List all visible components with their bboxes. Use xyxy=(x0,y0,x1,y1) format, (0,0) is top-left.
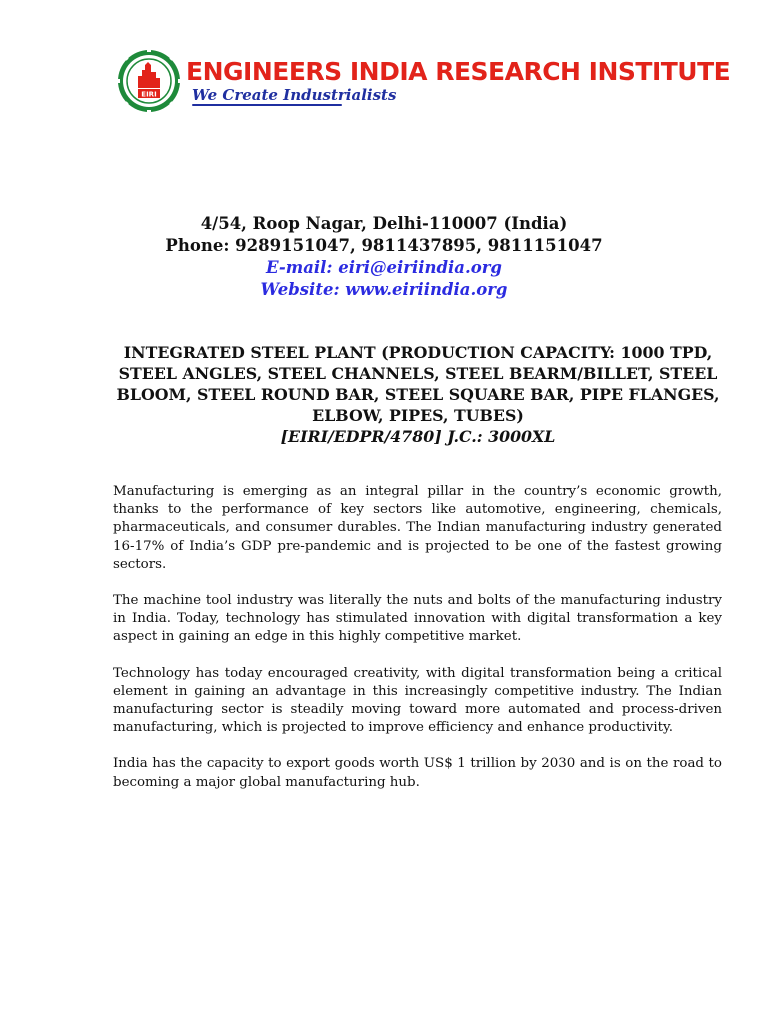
brand-block xyxy=(186,57,730,106)
paragraph: India has the capacity to export goods worth US$ 1 trillion by 2030 and is on the road to becoming a major global manufacturing hub. xyxy=(113,756,722,790)
eiri-seal-logo xyxy=(116,48,182,114)
brand-tagline: We Create Industrialists xyxy=(192,85,397,104)
body-text xyxy=(113,483,722,810)
letterhead xyxy=(116,48,730,114)
tagline-underline xyxy=(192,104,342,106)
email-link[interactable]: E-mail: eiri@eiriindia.org xyxy=(266,258,502,277)
document-title xyxy=(100,342,736,447)
address-line: 4/54, Roop Nagar, Delhi-110007 (India) xyxy=(200,214,568,233)
phone-line: Phone: 9289151047, 9811437895, 9811151047 xyxy=(165,236,603,255)
title-heading: INTEGRATED STEEL PLANT (PRODUCTION CAPACITY: 1000 TPD, STEEL ANGLES, STEEL CHANNELS, STEEL BEARM/BILLET, STEEL BLOOM, STEEL ROUND BAR, STEEL SQUARE BAR, PIPE FLANGES, ELBOW, PIPES, TUBES) xyxy=(116,343,720,425)
paragraph: Manufacturing is emerging as an integral pillar in the country’s economic growth, thanks to the performance of key sectors like automotive, engineering, chemicals, pharmaceuticals, and consumer durables. The Indian manufacturing industry generated 16-17% of India’s GDP pre-pandemic and is projected to be one of the fastest growing sectors. xyxy=(113,484,722,572)
seal-text: EIRI xyxy=(141,90,157,99)
brand-name: ENGINEERS INDIA RESEARCH INSTITUTE xyxy=(186,56,731,86)
paragraph: The machine tool industry was literally the nuts and bolts of the manufacturing industry in India. Today, technology has stimulated innovation with digital transformation a key aspect in gaining an edge in this highly competitive market. xyxy=(113,593,722,645)
website-link[interactable]: Website: www.eiriindia.org xyxy=(260,280,508,299)
paragraph: Technology has today encouraged creativity, with digital transformation being a critical element in gaining an advantage in this increasingly competitive industry. The Indian manufacturing sector is steadily moving toward more automated and process-driven manufacturing, which is projected to improve efficiency and enhance productivity. xyxy=(113,665,722,736)
contact-block xyxy=(0,213,768,301)
project-code: [EIRI/EDPR/4780] J.C.: 3000XL xyxy=(280,427,556,446)
